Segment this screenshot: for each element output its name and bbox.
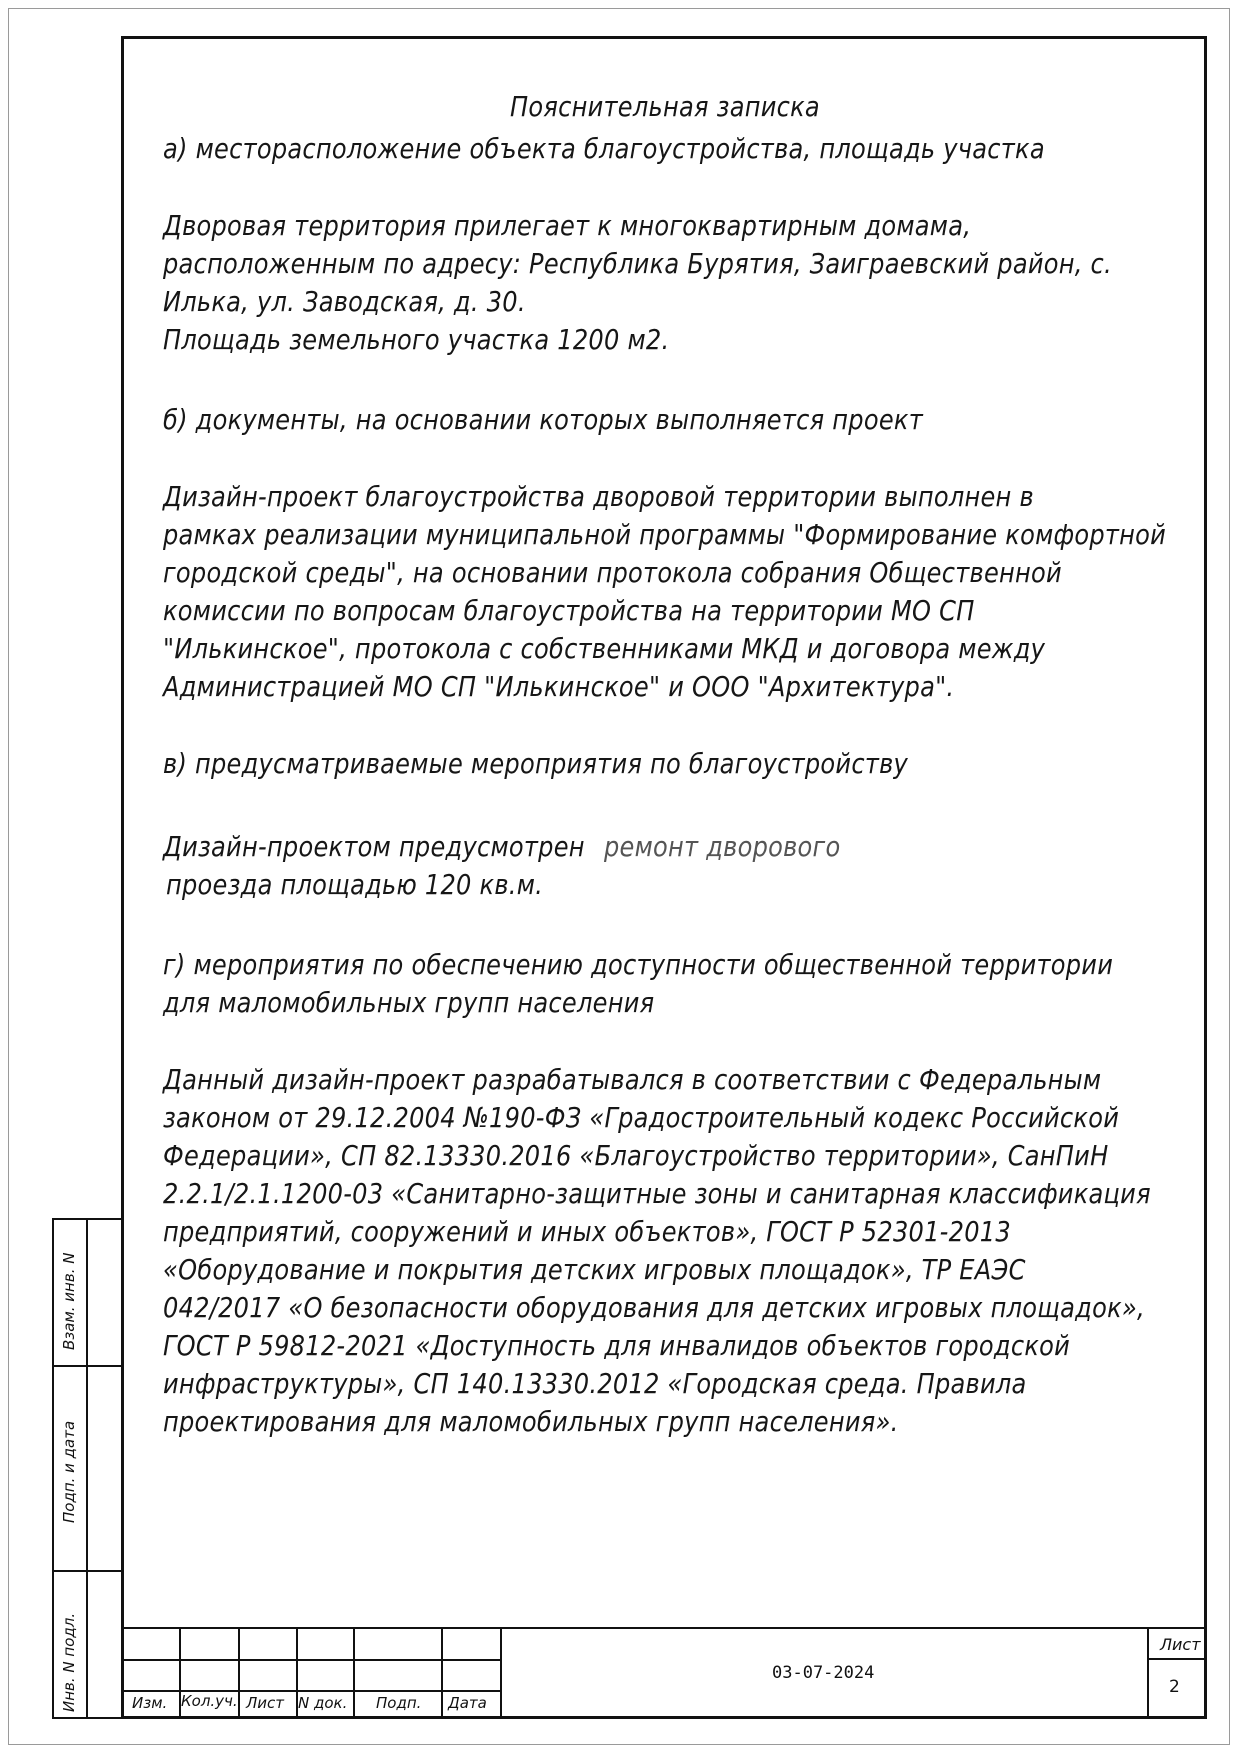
section-b-heading: б) документы, на основании которых выполняется проект [163, 403, 923, 436]
section-d-line: Данный дизайн-проект разрабатывался в соответствии с Федеральным [163, 1063, 1102, 1096]
section-a-heading: а) месторасположение объекта благоустройства, площадь участка [163, 132, 1045, 165]
section-d-line: инфраструктуры», СП 140.13330.2012 «Городская среда. Правила [163, 1367, 1027, 1400]
side-stamp-divider [52, 1570, 121, 1572]
title-block-col-line [1147, 1627, 1149, 1719]
title-block-top-line [121, 1627, 1207, 1629]
section-d-line: проектирования для маломобильных групп населения». [163, 1405, 899, 1438]
section-b-line: "Илькинское", протокола с собственниками МКД и договора между [163, 632, 1046, 665]
section-c-line-main: Дизайн-проектом предусмотрен [163, 830, 585, 863]
title-block-n-dok: N док. [298, 1694, 348, 1712]
section-a-line: Дворовая территория прилегает к многоквартирным домама, [163, 209, 972, 242]
document-title: Пояснительная записка [510, 90, 820, 123]
title-block-podp: Подп. [376, 1694, 422, 1712]
title-block-kol-uch: Кол.уч. [181, 1692, 238, 1710]
sheet-label: Лист [1160, 1635, 1201, 1654]
side-stamp-divider [86, 1218, 88, 1719]
document-code: 03-07-2024 [772, 1663, 875, 1683]
section-b-line: Дизайн-проект благоустройства дворовой территории выполнен в [163, 480, 1034, 513]
section-c-heading: в) предусматриваемые мероприятия по благоустройству [163, 747, 909, 780]
side-label-podp-data: Подп. и дата [60, 1420, 78, 1523]
section-d-heading: для маломобильных групп населения [163, 986, 655, 1019]
section-d-line: законом от 29.12.2004 №190-ФЗ «Градостроительный кодекс Российской [163, 1101, 1120, 1134]
side-label-inv-podl: Инв. N подл. [60, 1612, 78, 1712]
section-d-line: ГОСТ Р 59812-2021 «Доступность для инвалидов объектов городской [163, 1329, 1071, 1362]
section-d-line: 042/2017 «О безопасности оборудования для детских игровых площадок», [163, 1291, 1145, 1324]
section-b-line: комиссии по вопросам благоустройства на территории МО СП [163, 594, 975, 627]
sheet-number: 2 [1169, 1677, 1180, 1697]
section-b-line: городской среды", на основании протокола собрания Общественной [163, 556, 1062, 589]
side-label-vzam-inv: Взам. инв. N [60, 1252, 78, 1350]
title-block-col-line [238, 1627, 240, 1719]
title-block-col-line [500, 1627, 502, 1719]
section-d-line: «Оборудование и покрытия детских игровых площадок», ТР ЕАЭС [163, 1253, 1026, 1286]
section-b-line: рамках реализации муниципальной программы "Формирование комфортной [163, 518, 1167, 551]
section-d-line: предприятий, сооружений и иных объектов», ГОСТ Р 52301-2013 [163, 1215, 1011, 1248]
section-b-line: Администрацией МО СП "Илькинское" и ООО "Архитектура". [163, 670, 955, 703]
title-block-col-line [353, 1627, 355, 1719]
section-d-line: Федерации», СП 82.13330.2016 «Благоустройство территории», СанПиН [163, 1139, 1109, 1172]
title-block-izm: Изм. [132, 1694, 168, 1712]
section-c-line: проезда площадью 120 кв.м. [166, 868, 544, 901]
section-a-line: Илька, ул. Заводская, д. 30. [163, 285, 526, 318]
title-block-row-line [121, 1690, 501, 1692]
title-block-row-line [121, 1659, 501, 1661]
section-d-heading: г) мероприятия по обеспечению доступности общественной территории [163, 948, 1114, 981]
title-block-list: Лист [246, 1694, 285, 1712]
section-c-line-extra: ремонт дворового [604, 830, 841, 863]
title-block-col-line [441, 1627, 443, 1719]
title-block-data: Дата [448, 1694, 487, 1712]
section-d-line: 2.2.1/2.1.1200-03 «Санитарно-защитные зоны и санитарная классификация [163, 1177, 1151, 1210]
section-a-line: расположенным по адресу: Республика Бурятия, Заиграевский район, с. [163, 247, 1112, 280]
side-stamp-divider [52, 1365, 121, 1367]
section-a-line: Площадь земельного участка 1200 м2. [163, 323, 670, 356]
title-block-sheet-line [1147, 1658, 1207, 1660]
